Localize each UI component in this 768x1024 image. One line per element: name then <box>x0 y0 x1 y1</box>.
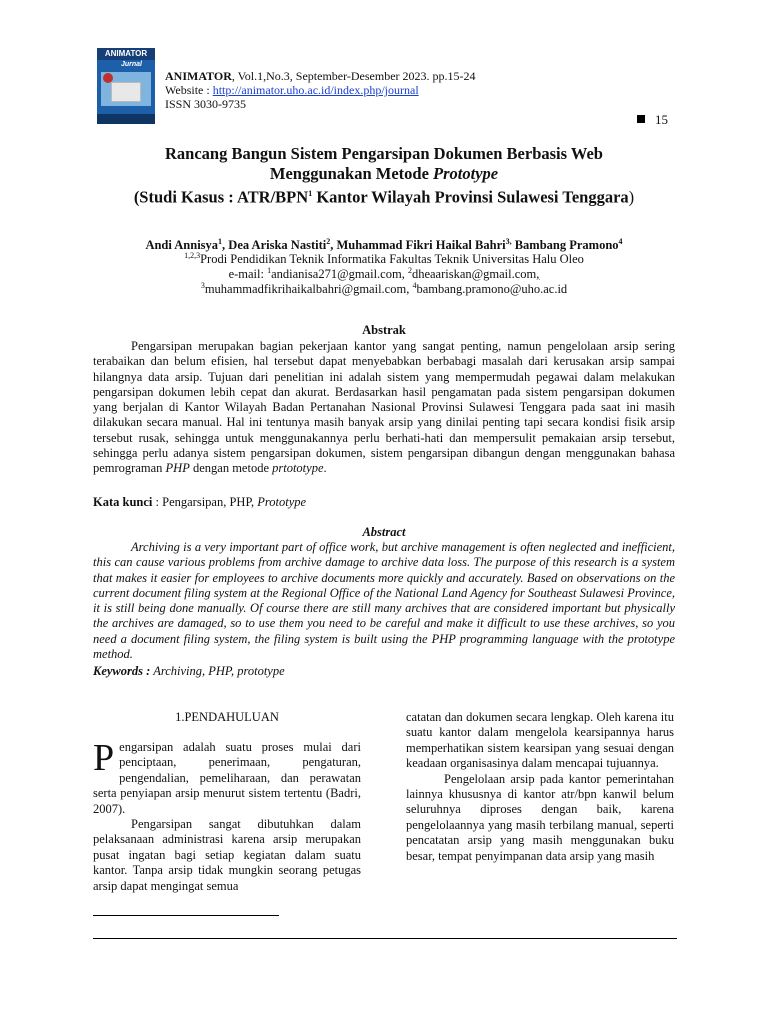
abstrak-text-2: dengan metode <box>189 461 273 476</box>
intro-paragraph-3: catatan dan dokumen secara lengkap. Oleh karena itu suatu kantor dalam mengelola kearsipannya harus memperhatikan sistem kearsipan yang sesuai dengan keadaan organisasinya dalam mencapai tujuannya. <box>406 710 674 771</box>
affiliation-sup: 1,2,3 <box>184 251 201 260</box>
author-3-sup: 3, <box>505 237 512 246</box>
square-bullet-icon <box>637 115 645 123</box>
abstract-heading: Abstract <box>362 525 406 539</box>
email-4-sup: 4 <box>412 281 417 290</box>
author-2: , Dea Ariska Nastiti <box>222 238 327 253</box>
journal-citation <box>165 69 476 83</box>
email-1-sup: 1 <box>267 266 272 275</box>
author-4: Bambang Pramono <box>511 238 619 253</box>
email-2[interactable]: dheaariskan@gmail.com <box>411 267 537 282</box>
intro-paragraph-2: Pengarsipan sangat dibutuhkan dalam pelaksanaan administrasi karena arsip merupakan pusat ingatan bagi setiap kegiatan dalam suatu kantor. Tanpa arsip tidak mungkin seorang petugas arsip dapat mengingat semua <box>93 817 361 893</box>
kata-kunci-italic: Prototype <box>257 495 307 509</box>
intro-paragraph-1: engarsipan adalah suatu proses mulai dari penciptaan, penerimaan, pengaturan, pengendalian, pemeliharaan, dan perawatan serta penyiapan arsip menurut sistem tertentu (Badri, 2007). <box>93 740 361 816</box>
title-close-paren: ) <box>628 187 635 207</box>
title-case-location: Kantor Wilayah Provinsi Sulawesi Tenggara <box>312 187 629 207</box>
intro-right-column <box>406 710 674 864</box>
title-superscript: 1 <box>308 189 313 198</box>
cover-footer <box>97 114 155 124</box>
email-2-tail: , <box>536 267 540 282</box>
abstrak-body <box>93 339 675 477</box>
abstrak-prototype: prtototype <box>272 461 324 476</box>
affiliation-text: Prodi Pendidikan Teknik Informatika Fakultas Teknik Universitas Halu Oleo <box>200 252 584 267</box>
page-number-value: 15 <box>655 112 668 127</box>
author-1: Andi Annisya <box>145 238 219 253</box>
website-link[interactable]: http://animator.uho.ac.id/index.php/journal <box>212 83 419 97</box>
section-heading-pendahuluan: 1.PENDAHULUAN <box>175 710 279 724</box>
abstract-body <box>93 540 675 662</box>
keywords-label: Keywords : <box>93 664 151 678</box>
cover-monitor <box>111 82 141 102</box>
cover-title: ANIMATOR <box>97 48 155 60</box>
website-label: Website : <box>165 83 213 97</box>
journal-cover-image <box>97 48 155 124</box>
cover-logo <box>103 73 113 83</box>
journal-details: , Vol.1,No.3, September-Desember 2023. pp.15-24 <box>231 69 476 83</box>
cover-subtitle: Jurnal <box>121 61 143 68</box>
title-italic-word: Prototype <box>433 164 499 183</box>
keywords-text: Archiving, PHP, prototype <box>150 664 285 678</box>
page-number <box>637 112 668 128</box>
footnote-divider <box>93 915 279 916</box>
paper-title-line-3 <box>80 184 688 208</box>
abstrak-heading: Abstrak <box>362 323 406 337</box>
abstract-text: Archiving is a very important part of office work, but archive management is often neglected and inefficient, this can cause various problems from archive damage to archive data loss. The purpose of this research is a system that makes it easier for employees to archive documents more quickly and accurately. Based on observations on the current document filing system at the Regional Office of the National Land Agency for Southeast Sulawesi Province, it is still being done manually. Of course there are still many archives that are considered important but physically the archives are damaged, so to use them you need to be careful and make it difficult to use these archives, so you need a document filing system, the filing system is built using the PHP programming language with the prototype method. <box>93 540 675 662</box>
email-line-2 <box>80 278 688 297</box>
abstrak-end: . <box>323 461 327 476</box>
email-4[interactable]: bambang.pramono@uho.ac.id <box>416 282 568 297</box>
paper-title-line-2 <box>80 164 688 184</box>
paper-title-line-1: Rancang Bangun Sistem Pengarsipan Dokumen Berbasis Web <box>165 144 603 163</box>
intro-paragraph-4: Pengelolaan arsip pada kantor pemerintahan lainnya khususnya di kantor atr/bpn kanwil belum seluruhnya diproses dengan baik, karena pengelolaannya yang masih terbilang manual, seperti pencatatan arsip yang masih menggunakan buku besar, tempat penyimpanan data arsip yang masih <box>406 771 674 863</box>
journal-name: ANIMATOR <box>165 69 232 83</box>
email-3[interactable]: muhammadfikrihaikalbahri@gmail.com, <box>204 282 413 297</box>
abstrak-text: Pengarsipan merupakan bagian pekerjaan kantor yang sangat penting, namun pengelolaan arsip sering terabaikan dan belum efisien, hal tersebut dapat menyebabkan berbabagi masalah dari kerusakan arsip sampai hilangnya data arsip. Tujuan dari penelitian ini adalah sistem yang mempermudah pegawai dalam melakukan pengarsipan dokumen lebih cepat dan akurat. Berdasarkan hasil pengamatan pada sistem pengarsipan dokumen yang berjalan di Kantor Wilayah Badan Pertanahan Nasional Provinsi Sulawesi Tenggara pada saat ini masih dilakukan secara manual. Hal ini tentunya masih banyak arsip yang dinilai penting tapi secara kondisi fisik arsip tersebut rusak, sehingga untuk menggunakannya perlu berhati-hati dan mempersulit pemakaian arsip tersebut, sehingga perlu adanya sistem pengarsipan dokumen, sistem pengarsipan dibangun dengan menggunakan bahasa pemrograman <box>93 339 675 476</box>
page-bottom-rule <box>93 938 677 939</box>
author-3: , Muhammad Fikri Haikal Bahri <box>330 238 506 253</box>
intro-left-column <box>93 737 361 894</box>
title-case-study: (Studi Kasus : ATR/BPN <box>133 187 309 207</box>
keywords <box>93 664 285 679</box>
abstrak-php: PHP <box>165 461 190 476</box>
drop-cap: P <box>93 737 115 779</box>
kata-kunci <box>93 495 306 510</box>
email-1[interactable]: andianisa271@gmail.com, <box>271 267 408 282</box>
journal-website <box>165 83 419 97</box>
kata-kunci-text: : Pengarsipan, PHP, <box>152 495 258 509</box>
author-2-sup: 2 <box>326 237 331 246</box>
journal-issn: ISSN 3030-9735 <box>165 97 247 111</box>
author-1-sup: 1 <box>218 237 223 246</box>
email-2-sup: 2 <box>407 266 412 275</box>
email-label: e-mail: <box>228 267 268 282</box>
email-3-sup: 3 <box>200 281 205 290</box>
title-line-2-text: Menggunakan Metode <box>269 164 434 183</box>
author-4-sup: 4 <box>618 237 623 246</box>
kata-kunci-label: Kata kunci <box>93 495 153 509</box>
